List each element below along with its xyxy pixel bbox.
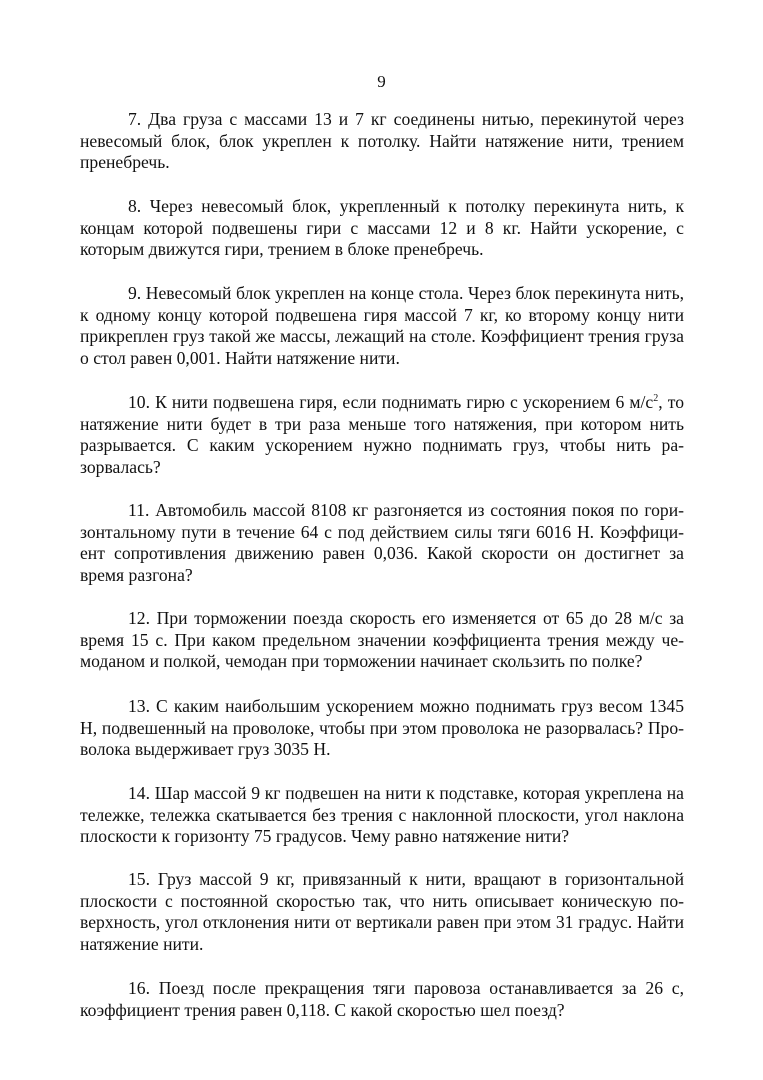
page-number: 9 — [377, 72, 386, 91]
problem-10-text-start: 10. К нити подвешена гиря, если поднимать гирю с ускорением 6 м/с — [128, 392, 654, 412]
problem-16: 16. Поезд после прекращения тяги паровоза останавливается за 26 с, коэффициент трения равен 0,118. С какой скоростью шел поезд? — [80, 978, 684, 1020]
problem-7: 7. Два груза с массами 13 и 7 кг соединены нитью, перекинутой через невесомый блок, блок укреплен к потолку. Найти натяжение нити, трением пренебречь. — [80, 109, 684, 173]
problem-15: 15. Груз массой 9 кг, привязанный к нити, вращают в горизонтальной плоскости с постоянной скоростью так, что нить описывает коническую поверхность, угол отклонения нити от вертикали равен при этом 31 градус. Найти натяжение нити. — [80, 869, 684, 954]
problem-13: 13. С каким наибольшим ускорением можно поднимать груз весом 1345 Н, подвешенный на проволоке, чтобы при этом проволока не разорвалась? Проволока выдерживает груз 3035 Н. — [80, 696, 684, 760]
problem-14: 14. Шар массой 9 кг подвешен на нити к подставке, которая укреплена на тележке, тележка скатывается без трения с наклонной плоскости, угол наклона плоскости к горизонту 75 градусов. Чему равно натяжение нити? — [80, 783, 684, 847]
problem-11: 11. Автомобиль массой 8108 кг разгоняется из состояния покоя по горизонтальному пути в течение 64 с под действием силы тяги 6016 Н. Коэффициент сопротивления движению равен 0,036. Какой скорости он достигнет за время разгона? — [80, 500, 684, 585]
problem-10-superscript: 2 — [653, 393, 659, 405]
problem-9: 9. Невесомый блок укреплен на конце стола. Через блок перекинута нить, к одному концу которой подвешена гиря массой 7 кг, ко второму концу нити прикреплен груз такой же массы, лежащий на столе. Коэффициент трения груза о стол равен 0,001. Найти натяжение нити. — [80, 283, 684, 368]
problem-10 — [80, 392, 684, 478]
problem-8: 8. Через невесомый блок, укрепленный к потолку перекинута нить, к концам которой подвешены гири с массами 12 и 8 кг. Найти ускорение, с которым движутся гири, трением в блоке пренебречь. — [80, 196, 684, 260]
problem-10-text-end: , то натяжение нити будет в три раза меньше того натяжения, при котором нить разрывается. С каким ускорением нужно поднимать груз, чтобы нить разорвалась? — [80, 392, 684, 477]
problem-12: 12. При торможении поезда скорость его изменяется от 65 до 28 м/с за время 15 с. При каком предельном значении коэффициента трения между чемоданом и полкой, чемодан при торможении начинает скользить по полке? — [80, 608, 684, 672]
